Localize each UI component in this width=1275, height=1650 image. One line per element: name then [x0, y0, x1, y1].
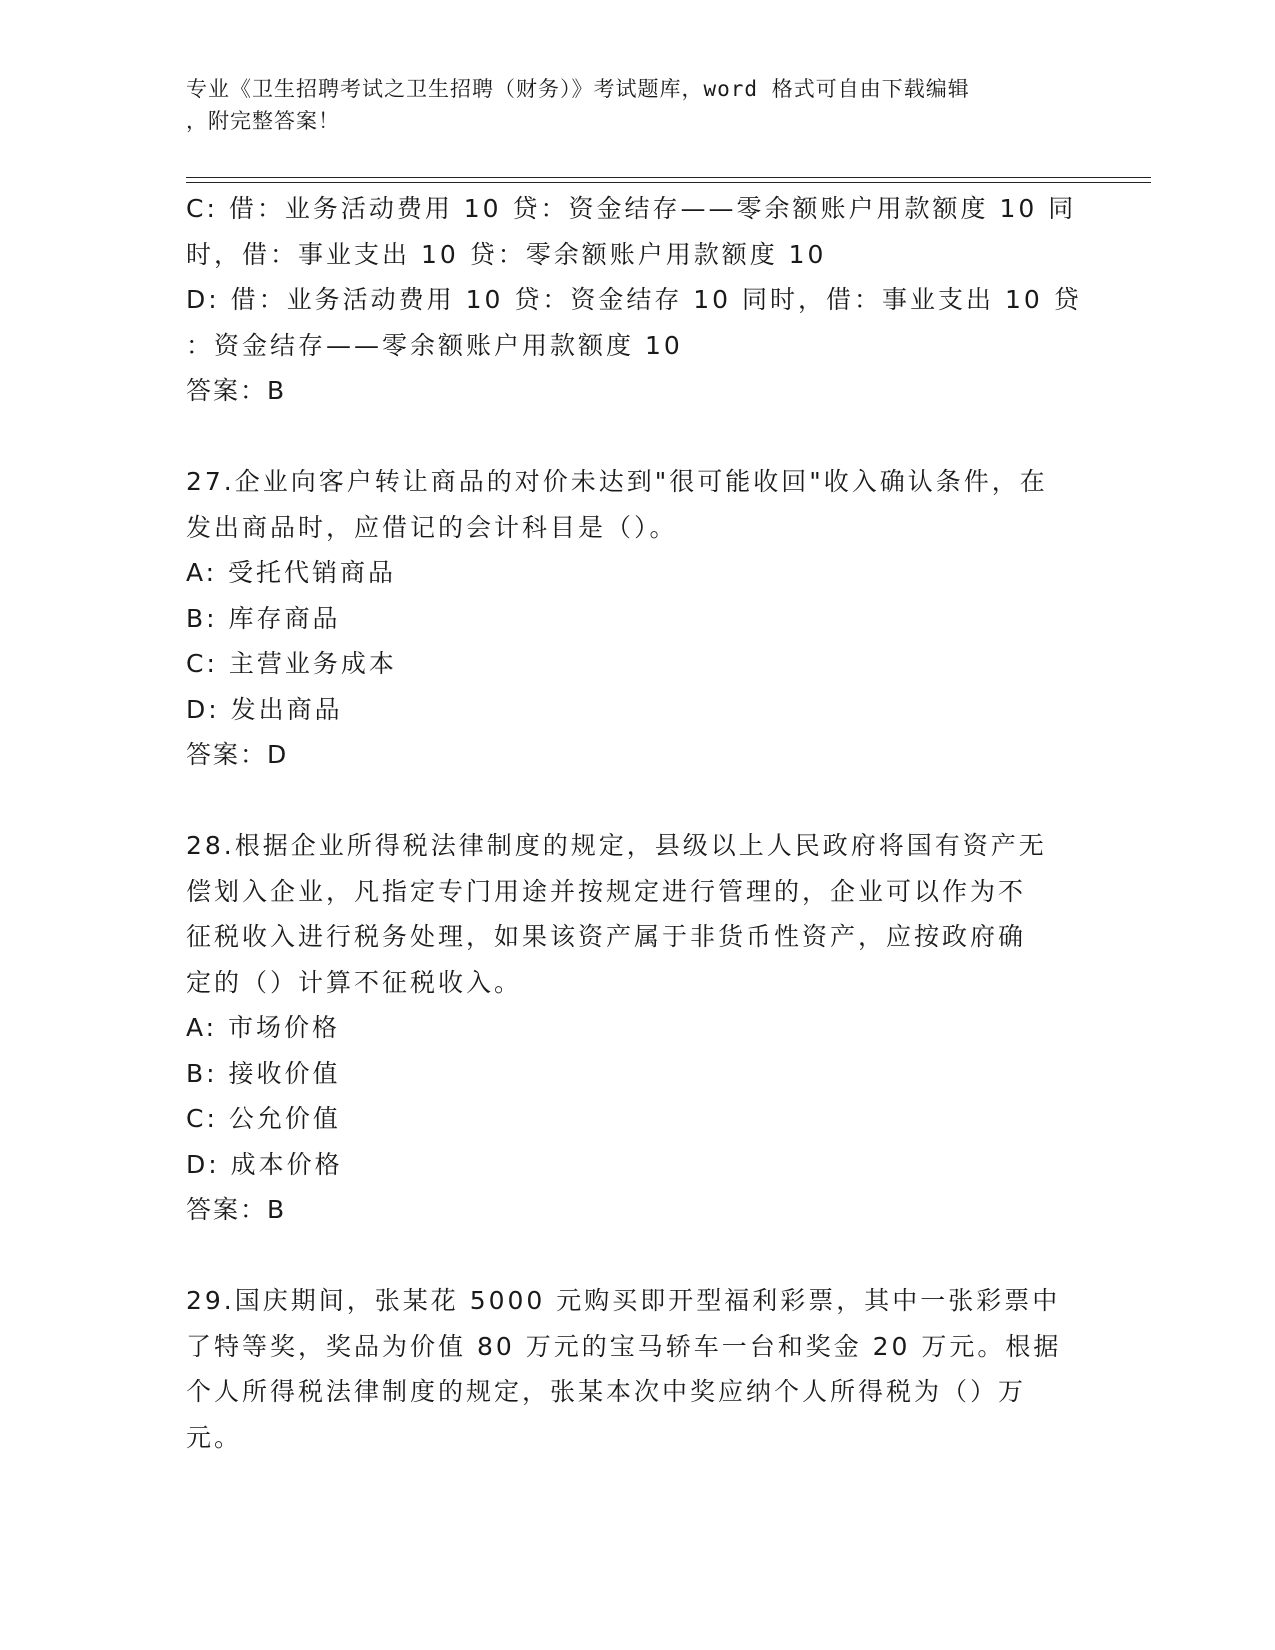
- option-a: A: 受托代销商品: [186, 558, 397, 587]
- question-stem: 28.根据企业所得税法律制度的规定，县级以上人民政府将国有资产无: [186, 831, 1047, 860]
- question-stem: 定的（）计算不征税收入。: [186, 967, 523, 997]
- header-line: 专业《卫生招聘考试之卫生招聘（财务）》考试题库，word 格式可自由下载编辑: [186, 77, 970, 101]
- option-c: 时，借：事业支出 10 贷：零余额账户用款额度 10: [186, 239, 827, 269]
- question-stem: 个人所得税法律制度的规定，张某本次中奖应纳个人所得税为（）万: [186, 1377, 1027, 1406]
- question-stem: 偿划入企业，凡指定专门用途并按规定进行管理的，企业可以作为不: [186, 876, 1027, 906]
- question-stem: 29.国庆期间，张某花 5000 元购买即开型福利彩票，其中一张彩票中: [186, 1286, 1061, 1315]
- header-divider: [186, 177, 1151, 178]
- spacer: [186, 414, 1086, 460]
- question-26: [186, 186, 1086, 414]
- question-29: [186, 1278, 1086, 1460]
- option-b: B: 接收价值: [186, 1058, 341, 1088]
- option-c: C: 借：业务活动费用 10 贷：资金结存——零余额账户用款额度 10 同: [186, 194, 1077, 223]
- header-line: ，附完整答案！: [186, 109, 340, 133]
- header-divider: [186, 182, 1151, 183]
- question-stem: 元。: [186, 1422, 243, 1452]
- page-header: [186, 73, 1066, 137]
- spacer: [186, 1233, 1086, 1279]
- option-b: B: 库存商品: [186, 603, 341, 633]
- answer: 答案：D: [186, 740, 289, 769]
- option-d: D: 发出商品: [186, 694, 343, 724]
- spacer: [186, 778, 1086, 824]
- question-stem: 了特等奖，奖品为价值 80 万元的宝马轿车一台和奖金 20 万元。根据: [186, 1331, 1062, 1361]
- option-a: A: 市场价格: [186, 1013, 341, 1042]
- option-d: ：资金结存——零余额账户用款额度 10: [186, 330, 683, 360]
- question-stem: 征税收入进行税务处理，如果该资产属于非货币性资产，应按政府确: [186, 922, 1027, 951]
- question-stem: 27.企业向客户转让商品的对价未达到"很可能收回"收入确认条件，在: [186, 467, 1048, 496]
- option-c: C: 主营业务成本: [186, 649, 397, 678]
- question-content: [186, 186, 1086, 1460]
- option-d: D: 成本价格: [186, 1149, 343, 1179]
- option-c: C: 公允价值: [186, 1104, 341, 1133]
- question-28: [186, 823, 1086, 1233]
- question-stem: 发出商品时，应借记的会计科目是（）。: [186, 512, 678, 542]
- answer: 答案：B: [186, 376, 287, 405]
- question-27: [186, 459, 1086, 778]
- answer: 答案：B: [186, 1195, 287, 1224]
- option-d: D: 借：业务活动费用 10 贷：资金结存 10 同时，借：事业支出 10 贷: [186, 285, 1082, 314]
